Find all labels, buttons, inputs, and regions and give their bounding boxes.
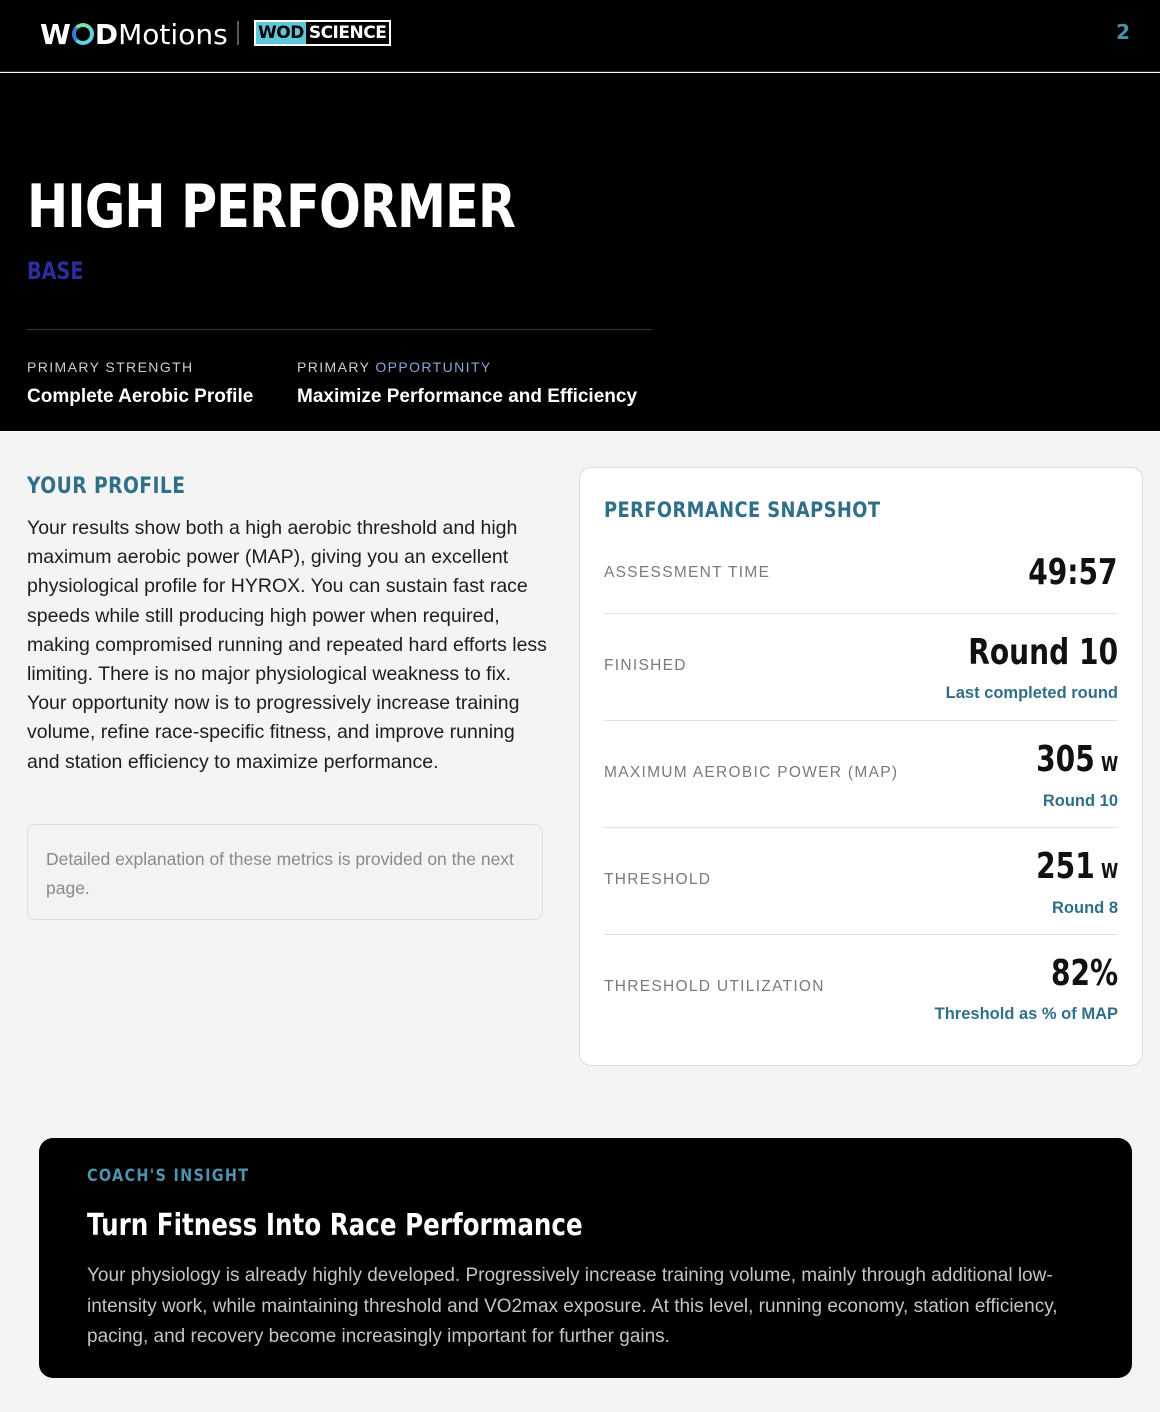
- map-unit: W: [1100, 752, 1118, 776]
- snapshot-row-map: [604, 738, 1118, 828]
- coach-insight-title: Turn Fitness Into Race Performance: [87, 1208, 583, 1243]
- primary-opportunity-label: [297, 359, 492, 375]
- metrics-note: Detailed explanation of these metrics is provided on the next page.: [27, 824, 543, 920]
- profile-heading: YOUR PROFILE: [27, 474, 186, 499]
- row-label: FINISHED: [604, 657, 687, 674]
- logo-motions-text: Motions: [118, 17, 228, 51]
- hero-section: [0, 73, 1160, 431]
- coach-insight-panel: [39, 1138, 1132, 1378]
- row-value: [1036, 847, 1118, 891]
- snapshot-row-assessment-time: [604, 553, 1118, 613]
- row-value: Round 10: [968, 632, 1118, 673]
- row-subtext: Last completed round: [945, 684, 1118, 702]
- snapshot-heading: PERFORMANCE SNAPSHOT: [604, 498, 881, 522]
- primary-opportunity-value: Maximize Performance and Efficiency: [297, 386, 638, 407]
- map-number: 305: [1035, 739, 1095, 780]
- logo-divider: [237, 21, 239, 45]
- profile-body: Your results show both a high aerobic threshold and high maximum aerobic power (MAP), giving you an excellent physiological profile for HYROX. You can sustain fast race speeds while still producing high power when required, making compromised running and repeated hard efforts less limiting. There is no major physiological weakness to fix. Your opportunity now is to progressively increase training volume, refine race-specific fitness, and improve running and station efficiency to maximize performance.: [27, 517, 547, 773]
- threshold-unit: W: [1100, 859, 1118, 883]
- snapshot-row-threshold-utilization: [604, 952, 1118, 1042]
- logo-ring-icon: [72, 23, 94, 45]
- row-subtext: Round 10: [1042, 792, 1118, 810]
- logo-letter-w: W: [40, 17, 71, 51]
- logo-letter-d: D: [94, 17, 119, 51]
- row-value: 49:57: [1028, 552, 1118, 593]
- opportunity-label-prefix: PRIMARY: [297, 359, 376, 375]
- row-value: [1036, 740, 1118, 784]
- profile-subtitle: BASE: [27, 257, 84, 285]
- row-label: THRESHOLD: [604, 871, 712, 888]
- page-number: 2: [1116, 20, 1130, 44]
- opportunity-label-highlight: OPPORTUNITY: [375, 359, 492, 375]
- row-label: ASSESSMENT TIME: [604, 564, 771, 581]
- row-subtext: Round 8: [1052, 899, 1118, 917]
- performance-snapshot-card: [579, 467, 1143, 1066]
- row-label: MAXIMUM AEROBIC POWER (MAP): [604, 764, 899, 781]
- row-divider: [604, 720, 1118, 721]
- snapshot-row-finished: [604, 631, 1118, 721]
- row-label: THRESHOLD UTILIZATION: [604, 978, 825, 995]
- hero-divider: [27, 329, 652, 330]
- row-divider: [604, 613, 1118, 614]
- snapshot-row-threshold: [604, 845, 1118, 935]
- row-value: 82%: [1050, 953, 1118, 994]
- threshold-number: 251: [1035, 846, 1095, 887]
- row-subtext: Threshold as % of MAP: [934, 1005, 1118, 1023]
- primary-strength-value: Complete Aerobic Profile: [27, 386, 254, 407]
- profile-title: HIGH PERFORMER: [27, 172, 516, 242]
- row-divider: [604, 827, 1118, 828]
- logo-science-part1: WOD: [258, 23, 304, 43]
- top-bar: [0, 0, 1160, 72]
- coach-insight-eyebrow: COACH'S INSIGHT: [87, 1166, 250, 1186]
- wodmotions-logo: [40, 17, 228, 51]
- logo-science-part2: SCIENCE: [306, 22, 389, 44]
- wodscience-logo: [254, 20, 391, 46]
- row-divider: [604, 934, 1118, 935]
- primary-strength-label: PRIMARY STRENGTH: [27, 359, 194, 375]
- coach-insight-body: Your physiology is already highly developed. Progressively increase training volume, mainly through additional low-intensity work, while maintaining threshold and VO2max exposure. At this level, running economy, station efficiency, pacing, and recovery become increasingly important for further gains.: [87, 1265, 1058, 1347]
